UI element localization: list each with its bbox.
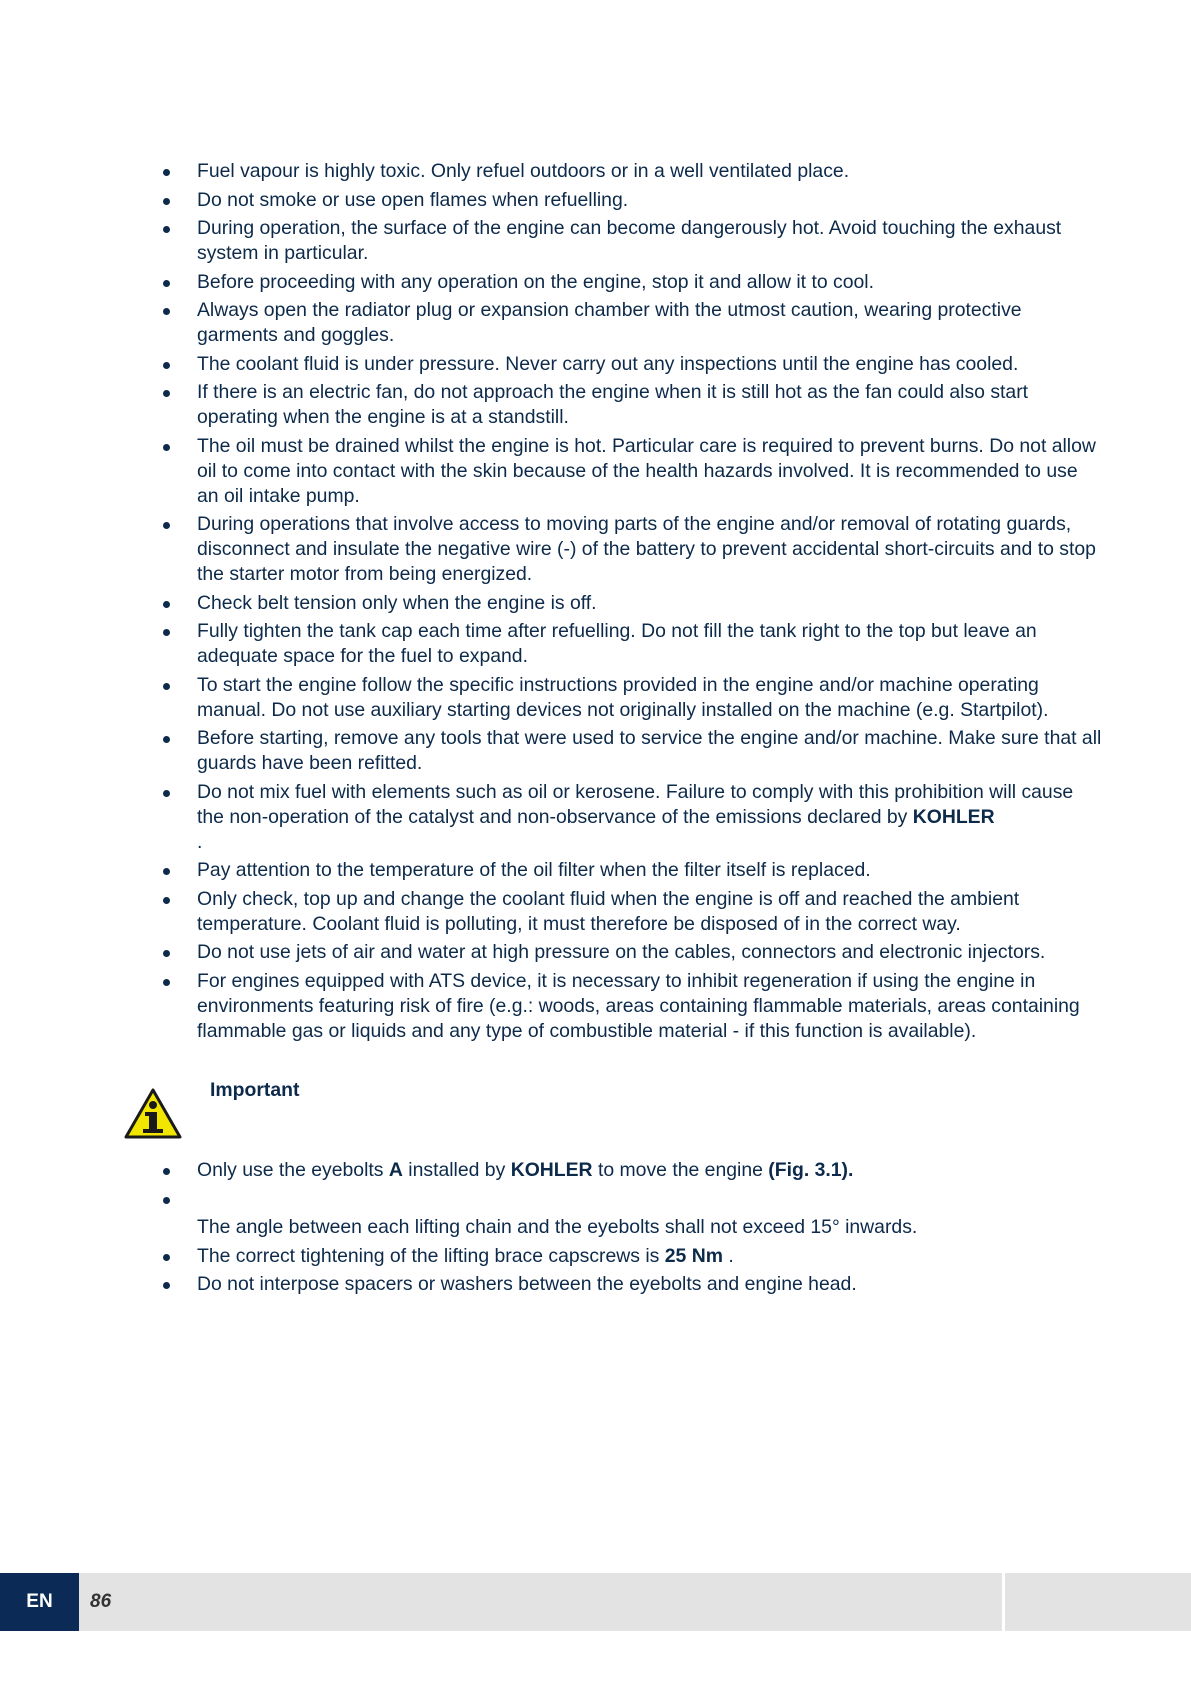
list-item: Fuel vapour is highly toxic. Only refuel outdoors or in a well ventilated place. [163, 159, 1103, 184]
bullet-dot [163, 629, 170, 636]
bullet-dot [163, 280, 170, 287]
bullet-dot [163, 1254, 170, 1261]
bullet-dot [163, 736, 170, 743]
bullet-dot [163, 444, 170, 451]
bullet-dot [163, 198, 170, 205]
bullet-dot [163, 308, 170, 315]
list-item: Before starting, remove any tools that were used to service the engine and/or machine. Make sure that all guards have been refitted. [163, 726, 1103, 776]
brand-name: KOHLER [510, 1159, 593, 1181]
list-item-kohler-fuel: Do not mix fuel with elements such as oil or kerosene. Failure to comply with this prohibition will cause the non-operation of the catalyst and non-observance of the emissions declared by KOHLER . [163, 780, 1103, 855]
list-item: Pay attention to the temperature of the oil filter when the filter itself is replaced. [163, 858, 1103, 883]
warning-info-icon [124, 1088, 182, 1140]
list-item: Before proceeding with any operation on the engine, stop it and allow it to cool. [163, 270, 1103, 295]
bullet-dot [163, 522, 170, 529]
bullet-dot [163, 950, 170, 957]
bullet-dot [163, 683, 170, 690]
safety-precautions-list [163, 159, 1103, 1047]
bullet-dot [163, 169, 170, 176]
footer-divider [1002, 1573, 1005, 1631]
list-item-eyebolts: Only use the eyebolts A installed by KOHLER to move the engine (Fig. 3.1). [163, 1158, 1103, 1183]
figure-reference: (Fig. 3.1). [768, 1159, 854, 1181]
trailing-period: . [197, 830, 203, 853]
list-item: Do not interpose spacers or washers between the eyebolts and engine head. [163, 1272, 1103, 1297]
bullet-dot [163, 362, 170, 369]
lifting-instructions-list [163, 1158, 1103, 1301]
list-item: If there is an electric fan, do not approach the engine when it is still hot as the fan could also start operating when the engine is at a standstill. [163, 380, 1103, 430]
list-item: Do not smoke or use open flames when refuelling. [163, 188, 1103, 213]
bullet-dot [163, 1168, 170, 1175]
bullet-dot [163, 390, 170, 397]
list-item: Check belt tension only when the engine is off. [163, 591, 1103, 616]
bullet-dot [163, 790, 170, 797]
bullet-dot [163, 897, 170, 904]
page-number: 86 [90, 1591, 112, 1612]
list-item: The oil must be drained whilst the engine is hot. Particular care is required to prevent burns. Do not allow oil to come into contact with the skin because of the health hazards involved. It is recommended to use an oil intake pump. [163, 434, 1103, 509]
torque-value: 25 Nm [664, 1244, 723, 1267]
language-badge: EN [0, 1573, 79, 1631]
list-item: The coolant fluid is under pressure. Never carry out any inspections until the engine has cooled. [163, 352, 1103, 377]
brand-name: KOHLER [912, 805, 995, 828]
page-footer [0, 1573, 1191, 1631]
bullet-dot [163, 979, 170, 986]
list-item: Do not use jets of air and water at high pressure on the cables, connectors and electronic injectors. [163, 940, 1103, 965]
list-item-angle: The angle between each lifting chain and the eyebolts shall not exceed 15° inwards. [197, 1216, 918, 1238]
bullet-dot [163, 226, 170, 233]
list-item-torque: The correct tightening of the lifting brace capscrews is 25 Nm . [163, 1244, 1103, 1269]
list-item: Only check, top up and change the coolant fluid when the engine is off and reached the ambient temperature. Coolant fluid is polluting, it must therefore be disposed of in the correct way. [163, 887, 1103, 937]
list-item: For engines equipped with ATS device, it is necessary to inhibit regeneration if using the engine in environments featuring risk of fire (e.g.: woods, areas containing flammable materials, areas containing flammable gas or liquids and any type of combustible material - if this function is available). [163, 969, 1103, 1044]
list-item-empty [163, 1187, 1103, 1212]
bullet-dot [163, 868, 170, 875]
list-item: To start the engine follow the specific instructions provided in the engine and/or machine operating manual. Do not use auxiliary starting devices not originally installed on the machine (e.g. Startpilot). [163, 673, 1103, 723]
bullet-dot [163, 601, 170, 608]
bullet-dot [163, 1282, 170, 1289]
list-item: Always open the radiator plug or expansion chamber with the utmost caution, wearing protective garments and goggles. [163, 298, 1103, 348]
list-item: Fully tighten the tank cap each time after refuelling. Do not fill the tank right to the top but leave an adequate space for the fuel to expand. [163, 619, 1103, 669]
important-heading: Important [210, 1079, 300, 1101]
list-item: During operations that involve access to moving parts of the engine and/or removal of rotating guards, disconnect and insulate the negative wire (-) of the battery to prevent accidental short-circuits and to stop the starter motor from being energized. [163, 512, 1103, 587]
eyebolt-letter: A [388, 1159, 403, 1181]
bullet-dot [163, 1197, 170, 1204]
list-item: During operation, the surface of the engine can become dangerously hot. Avoid touching the exhaust system in particular. [163, 216, 1103, 266]
